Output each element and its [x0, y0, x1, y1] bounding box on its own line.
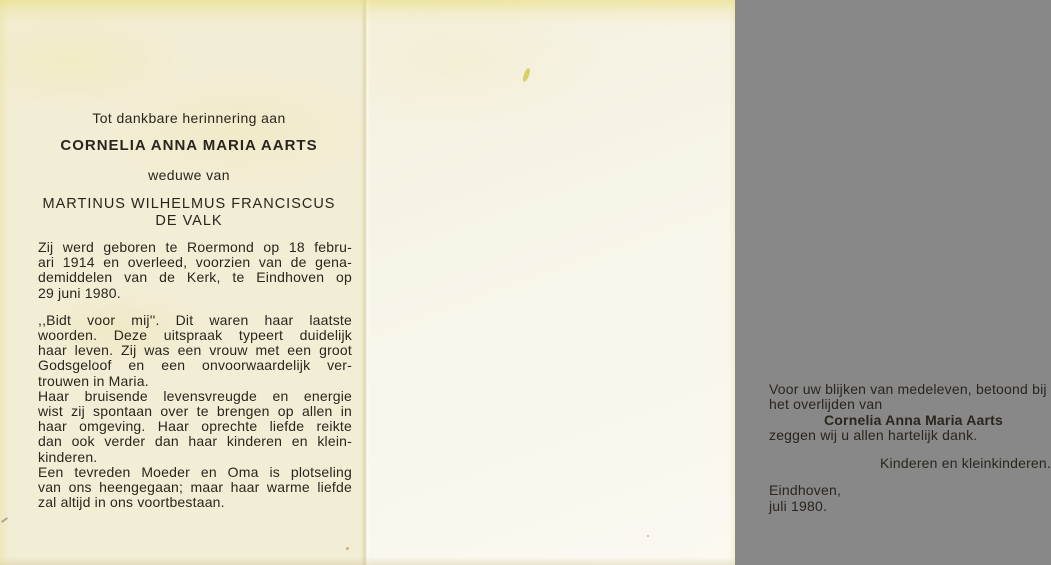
body-line: zal altijd in ons voortbestaan. — [38, 494, 225, 511]
body-line: trouwen in Maria. — [38, 372, 149, 389]
right-page — [366, 0, 1051, 565]
body-line: haar leven. Zij was een vrouw met een groot — [38, 342, 352, 359]
ack-line-2: het overlijden van — [769, 396, 883, 413]
deceased-name-mention: Cornelia Anna Maria Aarts — [824, 411, 1004, 428]
body-line: demiddelen van de Kerk, te Eindhoven op — [38, 269, 352, 286]
body-line: Zij werd geboren te Roermond op 18 febru- — [38, 239, 352, 255]
body-line: van ons heengegaan; maar haar warme liefde — [38, 479, 352, 496]
body-line: Een tevreden Moeder en Oma is plotseling — [38, 463, 352, 480]
body-line: dan ook verder dan haar kinderen en klein- — [38, 433, 352, 450]
acknowledgement-text — [769, 382, 1047, 443]
body-line: woorden. Deze uitspraak typeert duidelijk — [38, 327, 352, 344]
deceased-name: CORNELIA ANNA MARIA AARTS — [60, 137, 318, 154]
left-page — [0, 0, 366, 565]
intro-line: Tot dankbare herinnering aan — [92, 110, 286, 126]
body-line: Haar bruisende levensvreugde en energie — [38, 387, 352, 404]
signature-line: Kinderen en kleinkinderen. — [880, 455, 1051, 471]
body-line: Godsgeloof en een onvoorwaardelijk ver- — [38, 357, 352, 374]
spouse-name-line-2: DE VALK — [155, 212, 223, 229]
body-line: 29 juni 1980. — [38, 284, 121, 301]
ack-line-1: Voor uw blijken van medeleven, betoond bij — [769, 381, 1047, 397]
body-line: ari 1914 en overleed, voorzien van de gena- — [38, 254, 352, 271]
body-line: ,,Bidt voor mij''. Dit waren haar laatste — [38, 311, 352, 328]
place-date-line: Eindhoven, juli 1980. — [769, 482, 842, 514]
body-line: wist zij spontaan over te brengen op allen in — [38, 403, 352, 420]
spouse-name-line-1: MARTINUS WILHELMUS FRANCISCUS — [42, 196, 336, 212]
body-line: kinderen. — [38, 448, 98, 465]
spouse-name — [28, 196, 350, 229]
body-line: haar omgeving. Haar oprechte liefde reikte — [38, 418, 352, 435]
ack-line-3: zeggen wij u allen hartelijk dank. — [769, 426, 978, 443]
relation-line: weduwe van — [148, 167, 230, 183]
obituary-text — [38, 240, 352, 510]
